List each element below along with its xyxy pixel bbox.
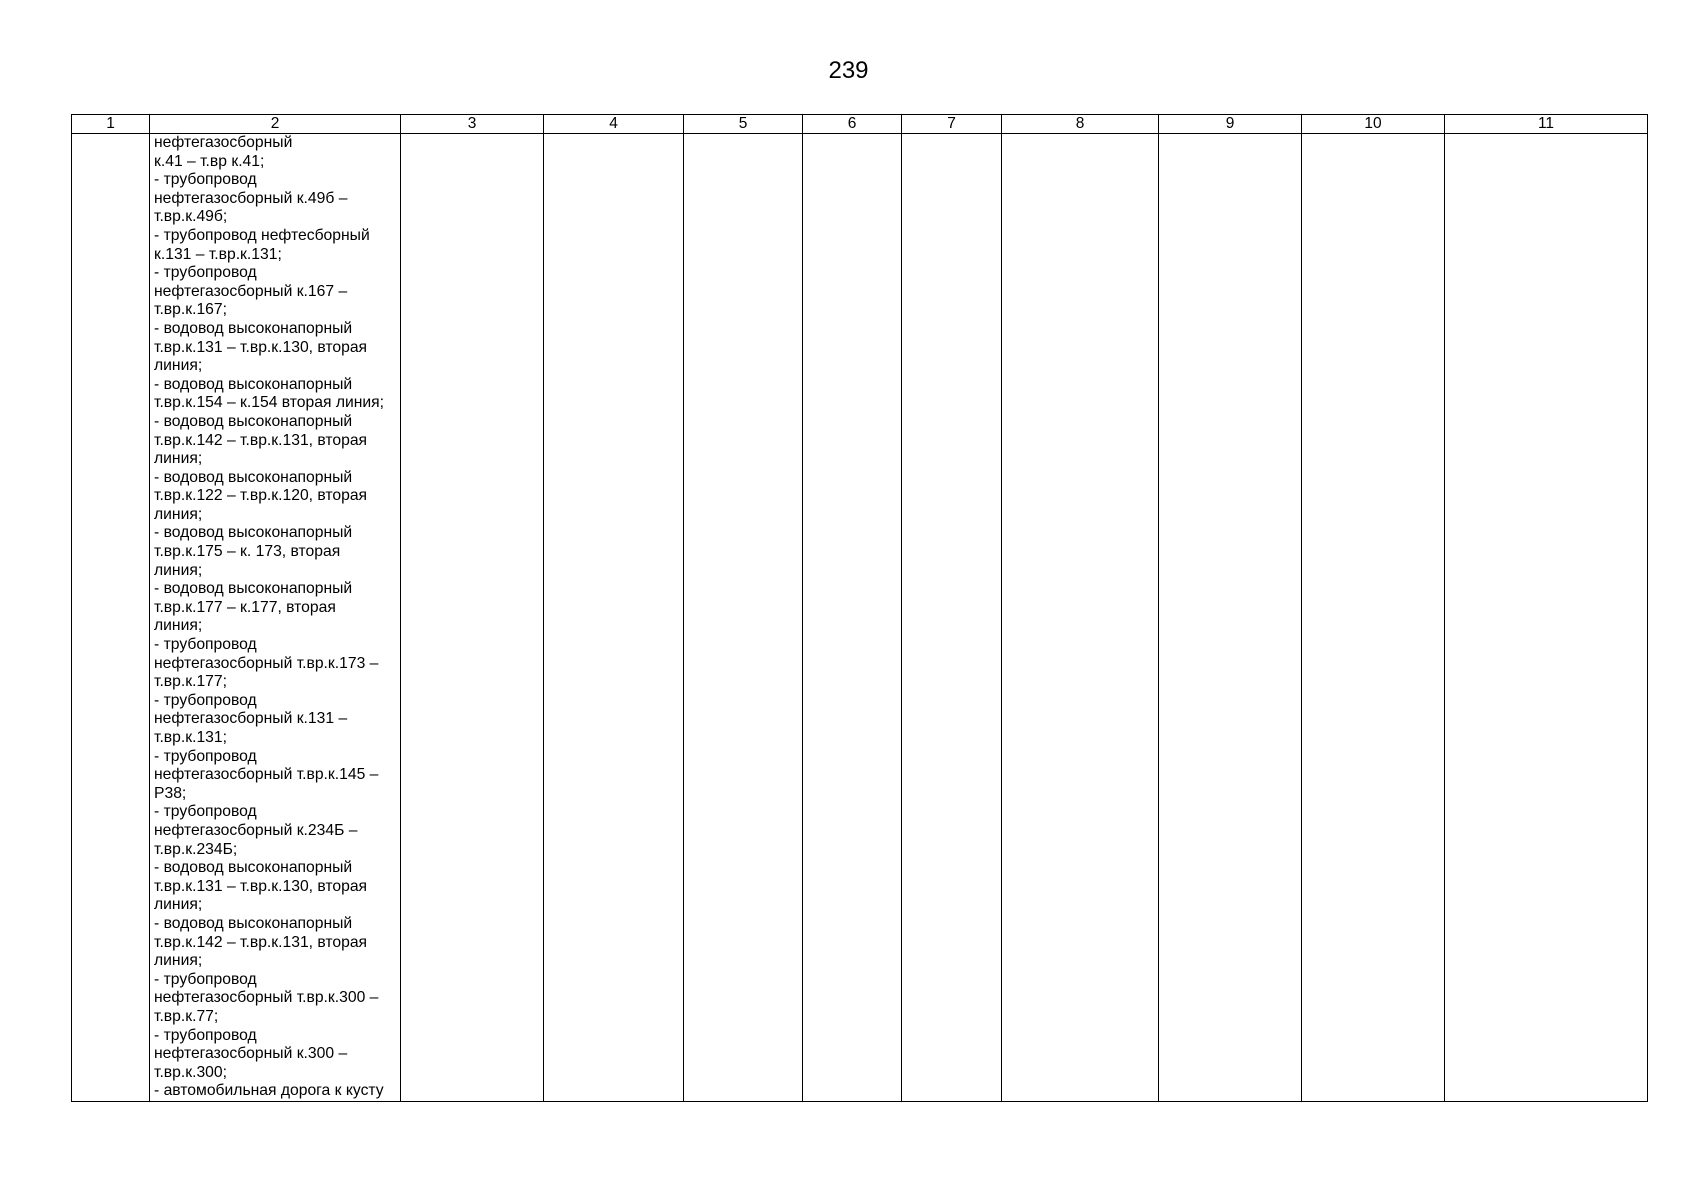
object-list-line: - трубопровод — [154, 747, 257, 765]
object-list-line: к.41 – т.вр к.41; — [154, 152, 265, 170]
object-list-line: - автомобильная дорога к кусту — [154, 1082, 384, 1100]
object-list-line: т.вр.к.131 – т.вр.к.130, вторая — [154, 877, 368, 895]
object-list-line: к.131 – т.вр.к.131; — [154, 245, 282, 263]
object-list-line: линия; — [154, 505, 203, 523]
object-list-line: нефтегазосборный — [154, 134, 293, 151]
table-cell-col8 — [1002, 134, 1159, 1102]
header-cell: 2 — [150, 115, 401, 134]
header-cell: 3 — [401, 115, 544, 134]
object-list-line: линия; — [154, 952, 203, 970]
header-cell: 11 — [1445, 115, 1648, 134]
object-list-line: - водовод высоконапорный — [154, 468, 353, 486]
object-list-line: нефтегазосборный т.вр.к.173 – — [154, 654, 379, 672]
table-cell-col7 — [902, 134, 1002, 1102]
table-header-row — [72, 115, 1648, 134]
object-list-line: нефтегазосборный к.131 – — [154, 710, 348, 728]
header-cell: 8 — [1002, 115, 1159, 134]
object-list-line: т.вр.к.300; — [154, 1063, 227, 1081]
table-cell-col1 — [72, 134, 150, 1102]
object-list-line: - водовод высоконапорный — [154, 859, 353, 877]
object-list-line: - трубопровод — [154, 636, 257, 654]
object-list-line: т.вр.к.154 – к.154 вторая линия; — [154, 394, 385, 412]
object-list-line: нефтегазосборный к.167 – — [154, 282, 348, 300]
object-list-line: т.вр.к.142 – т.вр.к.131, вторая — [154, 933, 368, 951]
object-list-line: т.вр.к.131 – т.вр.к.130, вторая — [154, 338, 368, 356]
object-list-line: нефтегазосборный т.вр.к.300 – — [154, 989, 379, 1007]
object-list-line: нефтегазосборный т.вр.к.145 – — [154, 766, 379, 784]
object-list-line: линия; — [154, 896, 203, 914]
object-list-line: т.вр.к.122 – т.вр.к.120, вторая — [154, 487, 368, 505]
object-list-line: т.вр.к.49б; — [154, 208, 228, 226]
object-list-line: т.вр.к.175 – к. 173, вторая — [154, 543, 341, 561]
table-cell-col6 — [803, 134, 902, 1102]
header-cell: 10 — [1302, 115, 1445, 134]
object-list-line: линия; — [154, 450, 203, 468]
object-list-line: - трубопровод нефтесборный — [154, 226, 370, 244]
object-list-line: т.вр.к.234Б; — [154, 840, 238, 858]
object-list-line: нефтегазосборный к.234Б – — [154, 821, 358, 839]
object-list-line: - водовод высоконапорный — [154, 319, 353, 337]
object-list-line: т.вр.к.177 – к.177, вторая — [154, 598, 336, 616]
object-list-line: линия; — [154, 357, 203, 375]
object-list-line: - трубопровод — [154, 970, 257, 988]
header-cell: 5 — [684, 115, 803, 134]
header-cell: 9 — [1159, 115, 1302, 134]
table-cell-col4 — [544, 134, 684, 1102]
page-number: 239 — [828, 57, 869, 84]
object-list-line: т.вр.к.142 – т.вр.к.131, вторая — [154, 431, 368, 449]
table-cell-col5 — [684, 134, 803, 1102]
object-list-line: нефтегазосборный к.300 – — [154, 1045, 348, 1063]
object-list-line: т.вр.к.131; — [154, 729, 227, 746]
object-list-line: - водовод высоконапорный — [154, 914, 353, 932]
header-cell: 7 — [902, 115, 1002, 134]
table-cell-col3 — [401, 134, 544, 1102]
table-cell-col2 — [150, 134, 401, 1102]
header-cell: 4 — [544, 115, 684, 134]
object-list-line: т.вр.к.167; — [154, 301, 227, 319]
header-cell: 1 — [72, 115, 150, 134]
table-cell-col9 — [1159, 134, 1302, 1102]
object-list-line: - трубопровод — [154, 171, 257, 189]
object-list-line: т.вр.к.77; — [154, 1007, 219, 1025]
object-list-line: - трубопровод — [154, 1026, 257, 1044]
object-list-line: - трубопровод — [154, 264, 257, 282]
object-list-line: т.вр.к.177; — [154, 673, 227, 691]
document-table — [71, 114, 1648, 1102]
object-list-line: - водовод высоконапорный — [154, 524, 353, 542]
object-list-line: нефтегазосборный к.49б – — [154, 189, 348, 207]
table-row — [72, 134, 1648, 1102]
object-list-line: - трубопровод — [154, 691, 257, 709]
object-list-line: линия; — [154, 561, 203, 579]
object-list-line: - водовод высоконапорный — [154, 580, 353, 598]
object-list-line: линия; — [154, 617, 203, 635]
object-list-line: - водовод высоконапорный — [154, 412, 353, 430]
object-list-text — [150, 134, 400, 1101]
object-list-line: Р38; — [154, 784, 187, 802]
header-cell: 6 — [803, 115, 902, 134]
table-cell-col11 — [1445, 134, 1648, 1102]
table-cell-col10 — [1302, 134, 1445, 1102]
object-list-line: - трубопровод — [154, 803, 257, 821]
object-list-line: - водовод высоконапорный — [154, 375, 353, 393]
